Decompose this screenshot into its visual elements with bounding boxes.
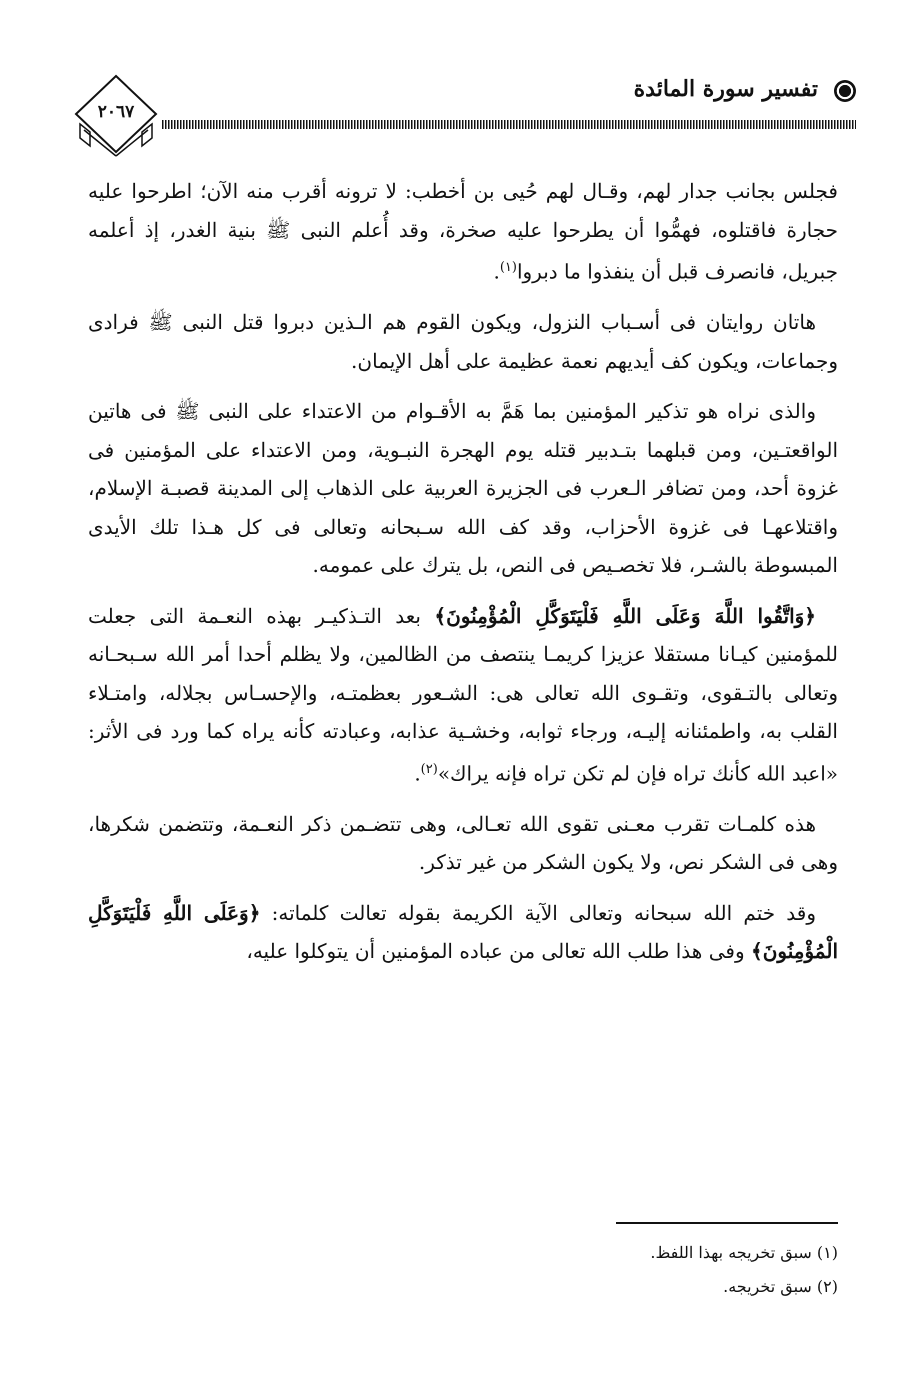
text-segment: بعد التـذكيـر بهذه النعـمة التى جعلت للمؤمنين كيـانا مستقلا عزيزا كريمـا ينتصف من الظالمين، ولا يظلم أحدا أمر الله سـبحـانه وتعالى بالتـقوى، وتقـوى الله تعالى هى: الشـعور بعظمتـه، والإحسـاس بجلاله، وامتـلاء القلب به، واطمئنانه إليـه، ورجاء ثوابه، وخشـية عذابه، وعبادته كأنه يراه كما ورد فى الأثر: «اعبد الله كأنك تراه فإن لم تكن تراه فإنه يراك»: [88, 603, 838, 786]
footnote-ref: (١): [499, 260, 517, 275]
footnote-ref: (٢): [420, 761, 438, 777]
paragraph: [88, 392, 838, 585]
header-ornament-icon: [834, 80, 856, 102]
paragraph: [88, 894, 838, 971]
paragraph: [88, 597, 838, 793]
text-segment: هاتان روايتان فى أسـباب النزول، ويكون القوم هم الـذين دبروا قتل النبى ﷺ فرادى وجماعات، ويكون كف أيديهم نعمة عظيمة على أهل الإيمان.: [88, 310, 838, 373]
paragraph: [88, 303, 838, 380]
text-segment: .: [493, 259, 500, 284]
text-segment: .: [414, 761, 421, 786]
footnote-1: (١) سبق تخريجه بهذا اللفظ.: [650, 1243, 838, 1262]
paragraph: [88, 172, 838, 291]
footnote-separator: [616, 1222, 838, 1224]
footnote-2: (٢) سبق تخريجه.: [723, 1277, 838, 1296]
page-header: [70, 72, 856, 162]
footnotes: [138, 1236, 838, 1304]
main-text: [88, 172, 838, 983]
paragraph: [88, 805, 838, 882]
header-rule: [162, 120, 856, 129]
text-segment: وفى هذا طلب الله تعالى من عباده المؤمنين أن يتوكلوا عليه،: [246, 939, 751, 964]
text-segment: وقد ختم الله سبحانه وتعالى الآية الكريمة بقوله تعالت كلماته:: [260, 900, 816, 925]
text-segment: فجلس بجانب جدار لهم، وقـال لهم حُيى بن أخطب: لا ترونه أقرب منه الآن؛ اطرحوا عليه حجارة فاقتلوه، فهمُّوا أن يطرحوا عليه صخرة، وقد أُعلم النبى ﷺ بنية الغدر، إذ أعلمه جبريل، فانصرف قبل أن ينفذوا ما دبروا: [88, 179, 838, 284]
page-number-badge: [70, 72, 162, 162]
running-title: تفسير سورة المائدة: [633, 76, 818, 102]
text-segment: هذه كلمـات تقرب معـنى تقوى الله تعـالى، وهى تتضـمن ذكر النعـمة، وتتضمن شكرها، وهى فى الشكر نص، ولا يكون الشكر من غير تذكر.: [88, 811, 838, 875]
page-number: ٢٠٦٧: [97, 102, 135, 122]
quran-verse: ﴿وَعَلَى اللَّهِ فَلْيَتَوَكَّلِ الْمُؤْمِنُونَ﴾: [88, 900, 838, 964]
quran-verse: ﴿وَاتَّقُوا اللَّهَ وَعَلَى اللَّهِ فَلْيَتَوَكَّلِ الْمُؤْمِنُونَ﴾: [434, 603, 817, 628]
text-segment: والذى نراه هو تذكير المؤمنين بما هَمَّ به الأقـوام من الاعتداء على النبى ﷺ فى هاتين الواقعتـين، ومن قبلهما بتـدبير قتله يوم الهجرة النبـوية، ومن الاعتداء على المؤمنين فى غزوة أحد، ومن تضافر الـعرب فى الجزيرة العربية على الذهاب إلى المدينة قصبـة الإسلام، واقتلاعهـا فى غزوة الأحزاب، وقد كف الله سـبحانه وتعالى فى كل هـذا تلك الأيدى المبسوطة بالشـر، فلا تخصـيص فى النص، بل يترك على عمومه.: [88, 399, 838, 578]
